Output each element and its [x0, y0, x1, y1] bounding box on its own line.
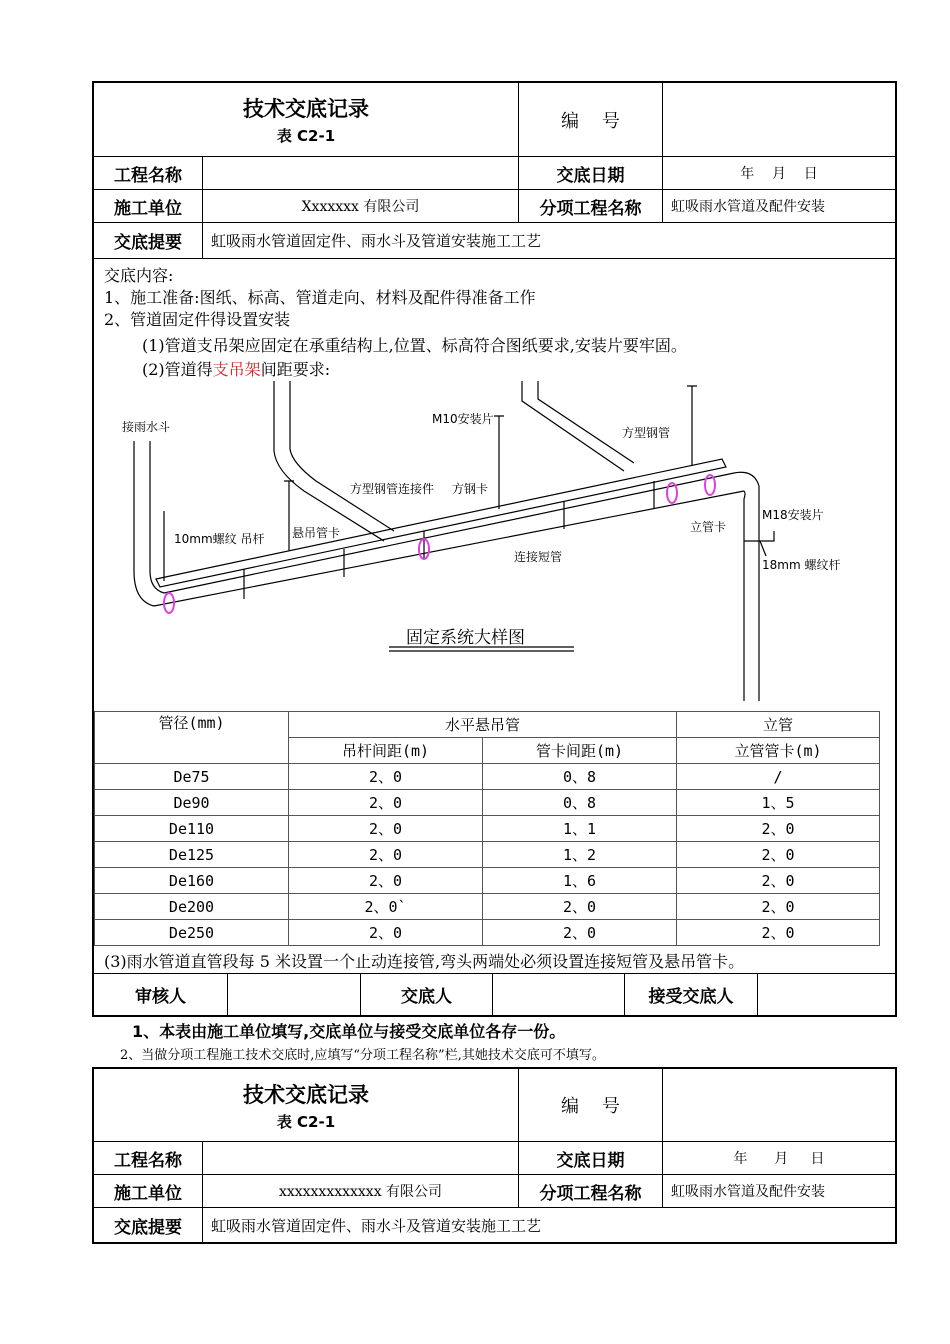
content-item-2-2 — [142, 357, 330, 380]
subproject-label-cell — [518, 1175, 662, 1207]
summary-value-cell[interactable] — [202, 223, 895, 258]
cell-rod: 2、0 — [289, 842, 483, 868]
number-label: 编 号 — [561, 110, 620, 132]
subproject-label: 分项工程名称 — [539, 198, 642, 219]
date-label-cell — [518, 1142, 662, 1174]
reviewer-label-cell — [94, 974, 227, 1015]
cell-clamp: 0、8 — [483, 790, 677, 816]
table-row — [95, 868, 880, 894]
table-row — [95, 790, 880, 816]
th-riser-clamp: 立管管卡(m) — [677, 738, 880, 764]
form-title: 技术交底记录 — [243, 1082, 369, 1107]
upper-right-pipe — [522, 381, 634, 471]
diagram-caption: 固定系统大样图 — [406, 628, 525, 648]
disclosure-form-2 — [92, 1067, 897, 1244]
unit-label-cell — [94, 1175, 202, 1207]
label-rod18: 18mm 螺纹杆 — [762, 558, 841, 572]
unit-label: 施工单位 — [114, 198, 182, 219]
header-row — [94, 1069, 895, 1141]
discloser-label: 交底人 — [401, 987, 452, 1007]
label-riser-clamp: 立管卡 — [690, 520, 727, 534]
content-item-2-2-pre: (2)管道得 — [142, 360, 213, 379]
square-steel-bar — [156, 459, 726, 587]
cell-clamp: 2、0 — [483, 894, 677, 920]
title-cell — [94, 83, 518, 156]
summary-row — [94, 1207, 895, 1242]
th-riser: 立管 — [677, 712, 880, 738]
unit-value: Xxxxxxx 有限公司 — [301, 199, 420, 215]
subproject-value-cell[interactable] — [662, 1175, 895, 1207]
subproject-value: 虹吸雨水管道及配件安装 — [671, 1184, 825, 1200]
note-2: 2、当做分项工程施工技术交底时,应填写“分项工程名称”栏,其她技术交底可不填写。 — [120, 1048, 605, 1063]
cell-riser: / — [677, 764, 880, 790]
left-downpipe — [134, 441, 164, 606]
project-name-label: 工程名称 — [114, 1150, 182, 1171]
form-title: 技术交底记录 — [243, 97, 369, 121]
unit-row — [94, 189, 895, 222]
project-name-label-cell — [94, 157, 202, 189]
discloser-label-cell — [360, 974, 492, 1015]
unit-value: xxxxxxxxxxxxx 有限公司 — [278, 1184, 443, 1200]
cell-rod: 2、0 — [289, 868, 483, 894]
right-riser — [734, 472, 759, 701]
project-name-value-cell[interactable] — [202, 1142, 518, 1174]
summary-value: 虹吸雨水管道固定件、雨水斗及管道安装施工工艺 — [211, 1216, 542, 1235]
label-m18: M18安装片 — [762, 508, 824, 522]
table-row — [95, 920, 880, 946]
date-value: 年 月 日 — [733, 1151, 825, 1167]
upper-pipe — [274, 381, 394, 541]
project-name-row — [94, 156, 895, 189]
cell-rod: 2、0 — [289, 764, 483, 790]
label-square-clamp: 方钢卡 — [452, 482, 489, 496]
clamp-1 — [244, 481, 654, 599]
subproject-value: 虹吸雨水管道及配件安装 — [671, 199, 825, 215]
subproject-label-cell — [518, 190, 662, 222]
cell-diameter: De160 — [95, 868, 289, 894]
content-item-1: 1、施工准备:图纸、标高、管道走向、材料及配件得准备工作 — [104, 288, 536, 307]
date-value: 年 月 日 — [740, 166, 818, 182]
reviewer-label: 审核人 — [135, 987, 186, 1007]
cell-riser: 2、0 — [677, 894, 880, 920]
cell-clamp: 2、0 — [483, 920, 677, 946]
receiver-label: 接受交底人 — [648, 987, 734, 1007]
summary-label: 交底提要 — [114, 233, 182, 253]
project-name-value-cell[interactable] — [202, 157, 518, 189]
label-short-pipe: 连接短管 — [514, 550, 563, 564]
cell-riser: 2、0 — [677, 842, 880, 868]
content-heading: 交底内容: — [104, 266, 174, 285]
unit-row — [94, 1174, 895, 1207]
content-item-2-2-post: 间距要求: — [260, 360, 331, 379]
number-value-cell[interactable] — [662, 83, 895, 156]
content-item-3: (3)雨水管道直管段每 5 米设置一个止动连接管,弯头两端处必须设置连接短管及悬吊管卡。 — [104, 952, 745, 971]
date-value-cell[interactable] — [662, 1142, 895, 1174]
th-horizontal: 水平悬吊管 — [289, 712, 677, 738]
th-diameter: 管径(mm) — [95, 712, 289, 764]
receiver-value-cell[interactable] — [757, 974, 895, 1015]
cell-rod: 2、0` — [289, 894, 483, 920]
table-row — [95, 764, 880, 790]
unit-value-cell[interactable] — [202, 1175, 518, 1207]
date-label: 交底日期 — [556, 165, 625, 186]
content-item-2-2-red: 支吊架 — [212, 360, 261, 379]
subproject-value-cell[interactable] — [662, 190, 895, 222]
cell-diameter: De200 — [95, 894, 289, 920]
disclosure-form-1 — [92, 81, 897, 1017]
summary-value: 虹吸雨水管道固定件、雨水斗及管道安装施工工艺 — [211, 232, 542, 250]
cell-diameter: De250 — [95, 920, 289, 946]
date-label: 交底日期 — [556, 1150, 625, 1171]
project-name-label: 工程名称 — [114, 165, 182, 186]
sign-row — [94, 973, 895, 1015]
summary-label: 交底提要 — [114, 1217, 182, 1238]
cell-rod: 2、0 — [289, 816, 483, 842]
title-cell — [94, 1069, 518, 1141]
cell-clamp: 1、6 — [483, 868, 677, 894]
number-label-cell — [518, 83, 662, 156]
table-row — [95, 894, 880, 920]
content-item-2-1: (1)管道支吊架应固定在承重结构上,位置、标高符合图纸要求,安装片要牢固。 — [142, 336, 687, 355]
date-value-cell[interactable] — [662, 157, 895, 189]
number-label: 编 号 — [561, 1096, 620, 1117]
content-item-2: 2、管道固定件得设置安装 — [104, 310, 291, 329]
table-row — [95, 842, 880, 868]
label-square-steel: 方型钢管 — [622, 426, 671, 440]
label-connector: 方型钢管连接件 — [350, 482, 435, 496]
cell-riser: 2、0 — [677, 920, 880, 946]
cell-clamp: 1、1 — [483, 816, 677, 842]
project-name-label-cell — [94, 1142, 202, 1174]
reviewer-value-cell[interactable] — [227, 974, 360, 1015]
th-clamp: 管卡间距(m) — [483, 738, 677, 764]
cell-clamp: 0、8 — [483, 764, 677, 790]
cell-diameter: De125 — [95, 842, 289, 868]
cell-diameter: De90 — [95, 790, 289, 816]
table-row — [95, 816, 880, 842]
summary-label-cell — [94, 223, 202, 258]
unit-label-cell — [94, 190, 202, 222]
unit-value-cell[interactable] — [202, 190, 518, 222]
summary-row — [94, 222, 895, 258]
header-row — [94, 83, 895, 156]
unit-label: 施工单位 — [114, 1183, 182, 1204]
project-name-row — [94, 1141, 895, 1174]
cell-rod: 2、0 — [289, 790, 483, 816]
date-label-cell — [518, 157, 662, 189]
content-area — [94, 258, 895, 973]
discloser-value-cell[interactable] — [492, 974, 624, 1015]
form-subtitle: 表 C2-1 — [276, 1112, 336, 1131]
label-m10: M10安装片 — [432, 412, 494, 426]
number-value-cell[interactable] — [662, 1069, 895, 1141]
fixing-system-diagram — [94, 381, 895, 711]
label-rod10: 10mm螺纹 吊杆 — [174, 532, 265, 546]
table-header-row-1 — [95, 712, 880, 738]
cell-riser: 2、0 — [677, 816, 880, 842]
subproject-label: 分项工程名称 — [539, 1183, 642, 1204]
form-subtitle: 表 C2-1 — [276, 127, 336, 145]
label-hanger-clamp: 悬吊管卡 — [292, 526, 341, 540]
cell-diameter: De110 — [95, 816, 289, 842]
number-label-cell — [518, 1069, 662, 1141]
cell-rod: 2、0 — [289, 920, 483, 946]
label-rain-hopper: 接雨水斗 — [122, 420, 171, 434]
cell-clamp: 1、2 — [483, 842, 677, 868]
cell-riser: 1、5 — [677, 790, 880, 816]
note-1: 1、本表由施工单位填写,交底单位与接受交底单位各存一份。 — [132, 1022, 566, 1041]
summary-label-cell — [94, 1208, 202, 1242]
receiver-label-cell — [624, 974, 757, 1015]
spacing-table — [94, 711, 880, 946]
summary-value-cell[interactable] — [202, 1208, 895, 1242]
main-pipe-bottom — [154, 491, 744, 606]
th-rod: 吊杆间距(m) — [289, 738, 483, 764]
cell-diameter: De75 — [95, 764, 289, 790]
cell-riser: 2、0 — [677, 868, 880, 894]
